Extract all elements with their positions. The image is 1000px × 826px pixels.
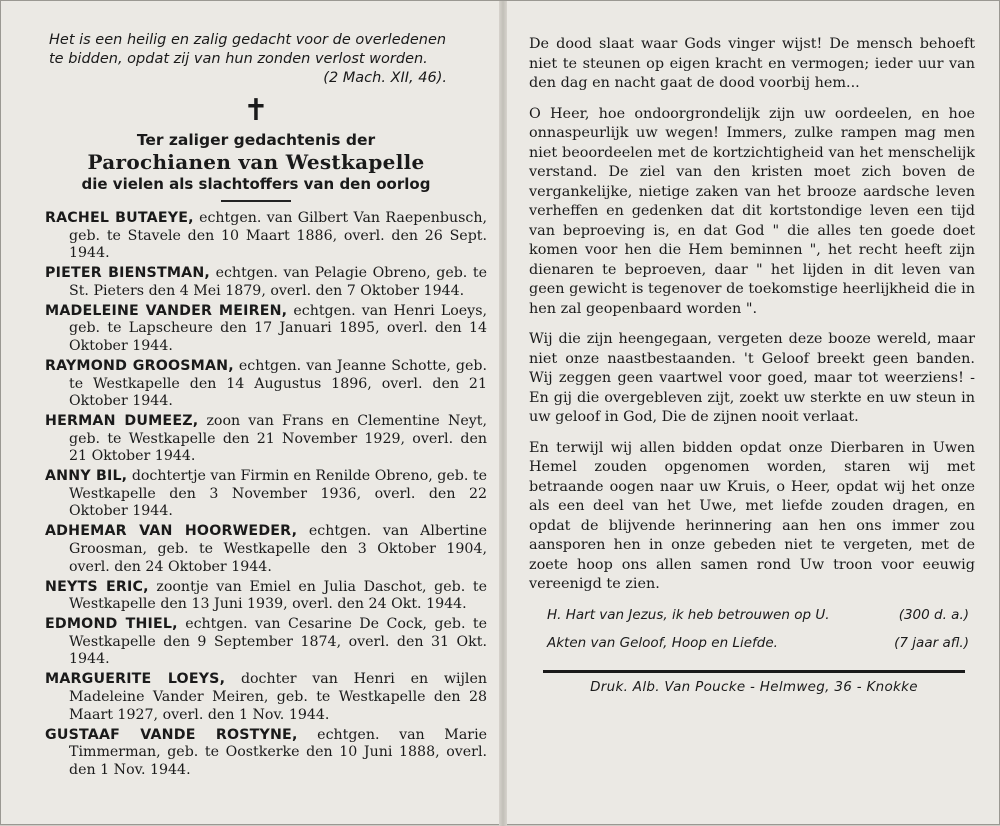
reflection-paragraph-3: Wij die zijn heengegaan, vergeten deze booze wereld, maar niet onze naastbestaanden. 't Geloof breekt geen banden. Wij zeggen geen vaartwel voor goed, maar tot weerziens! - En gij die overgebleven zijt, zoekt uw sterkte en uw steun in uw geloof in God, Die de zijnen nooit verlaat. [529,331,975,425]
victim-name: ANNY BIL, [45,468,128,485]
prayer-2-text: Akten van Geloof, Hoop en Liefde. [547,634,778,651]
victim-name: HERMAN DUMEEZ, [45,413,199,430]
prayer-1-indulgence: (300 d. a.) [898,606,969,623]
victim-entry [21,579,491,614]
victim-entry [21,727,491,780]
victim-name: PIETER BIENSTMAN, [45,265,210,282]
prayer-line-1 [529,606,979,624]
reflection-paragraph-1: De dood slaat waar Gods vinger wijst! De mensch behoeft niet te steunen op eigen kracht en vermogen; ieder uur van den dag en nacht gaat de dood voorbij hem... [529,36,975,91]
victim-list [21,210,491,779]
scripture-quote [49,31,461,88]
printer-credit: Druk. Alb. Van Poucke - Helmweg, 36 - Knokke [590,678,918,695]
heading-line-3: die vielen als slachtoffers van den oorlog [81,175,431,193]
footer-divider [543,670,965,673]
heading-line-1: Ter zaliger gedachtenis der [136,131,376,149]
victim-entry [21,358,491,411]
cross-icon: ✝ [243,93,269,128]
prayer-1-text: H. Hart van Jezus, ik heb betrouwen op U. [547,606,830,623]
victim-details: echtgen. van Marie Timmerman, geb. te Oostkerke den 10 Juni 1888, overl. den 1 Nov. 1944. [69,726,488,778]
victim-entry [21,210,491,263]
victim-entry [21,265,491,300]
prayer-2-indulgence: (7 jaar afl.) [894,634,969,651]
left-page [21,1,491,826]
reflection-paragraph-2: O Heer, hoe ondoorgrondelijk zijn uw oordeelen, en hoe onnaspeurlijk uw wegen! Immers, zulke rampen mag men niet beoordeelen met de kortzichtigheid van het menschelijk verstand. De ziel van den kristen moet zich boven de vergankelijke, nietige zaken van het brooze aardsche leven verheffen en gedenken dat dit kortstondige leven een tijd van beproeving is, en dat God " die alles ten goede doet komen voor hen die Hem beminnen ", het recht heeft zijn dienaren te beproeven, daar " het lijden in dit leven van geen gewicht is tegenover de toekomstige heerlijkheid die in hen zal geopenbaard worden ". [529,105,975,317]
victim-details: zoontje van Emiel en Julia Daschot, geb. te Westkapelle den 13 Juni 1939, overl. den 24 Okt. 1944. [69,578,487,613]
victim-details: echtgen. van Albertine Groosman, geb. te Westkapelle den 3 Oktober 1904, overl. den 24 Oktober 1944. [69,523,487,575]
reflection-paragraph-4: En terwijl wij allen bidden opdat onze Dierbaren in Uwen Hemel zouden opgenomen worden, staren wij met betraande oogen naar uw Kruis, o Heer, opdat wij het onze als een deel van het Uwe, met liefde zouden dragen, en opdat de blijvende herinnering aan hen ons immer zou aansporen hen in onze gebeden niet te vergeten, met de zoete hoop ons allen samen rond Uw troon voor eeuwig vereenigd te zien. [529,439,975,592]
victim-name: ADHEMAR VAN HOORWEDER, [45,523,298,540]
victim-name: GUSTAAF VANDE ROSTYNE, [45,726,298,743]
victim-entry [21,303,491,356]
victim-name: RACHEL BUTAEYE, [45,210,194,226]
victim-details: zoon van Frans en Clementine Neyt, geb. te Westkapelle den 21 November 1929, overl. den 21 Oktober 1944. [69,413,487,465]
quote-reference: (2 Mach. XII, 46). [323,70,447,86]
heading-divider [221,200,291,202]
victim-details: echtgen. van Cesarine De Cock, geb. te Westkapelle den 9 September 1874, overl. den 31 Okt. 1944. [69,616,487,668]
quote-line-1: Het is een heilig en zalig gedacht voor de overledenen [49,32,447,48]
victim-entry [21,523,491,576]
victim-details: echtgen. van Pelagie Obreno, geb. te St. Pieters den 4 Mei 1879, overl. den 7 Oktober 1944. [69,265,488,299]
victim-details: echtgen. van Henri Loeys, geb. te Lapscheure den 17 Januari 1895, overl. den 14 Oktober 1944. [69,302,487,354]
victim-details: echtgen. van Gilbert Van Raepenbusch, geb. te Stavele den 10 Maart 1886, overl. den 26 Sept. 1944. [69,210,487,262]
heading-line-2: Parochianen van Westkapelle [87,150,425,174]
victim-name: MARGUERITE LOEYS, [45,671,226,688]
victim-details: dochtertje van Firmin en Renilde Obreno, geb. te Westkapelle den 3 November 1936, overl. den 22 Oktober 1944. [69,468,488,520]
victim-entry [21,616,491,669]
victim-name: EDMOND THIEL, [45,616,178,633]
victim-details: dochter van Henri en wijlen Madeleine Vander Meiren, geb. te Westkapelle den 28 Maart 1927, overl. den 1 Nov. 1944. [69,671,487,723]
victim-name: NEYTS ERIC, [45,578,149,595]
quote-line-2: te bidden, opdat zij van hun zonden verlost worden. [49,51,428,67]
victim-details: echtgen. van Jeanne Schotte, geb. te Westkapelle den 14 Augustus 1896, overl. den 21 Oktober 1944. [69,357,487,410]
victim-name: MADELEINE VANDER MEIREN, [45,302,288,319]
right-page [529,1,979,826]
victim-entry [21,468,491,521]
victim-entry [21,671,491,724]
prayer-line-2 [529,634,979,652]
victim-entry [21,413,491,466]
card-fold [499,1,507,826]
victim-name: RAYMOND GROOSMAN, [45,357,234,374]
